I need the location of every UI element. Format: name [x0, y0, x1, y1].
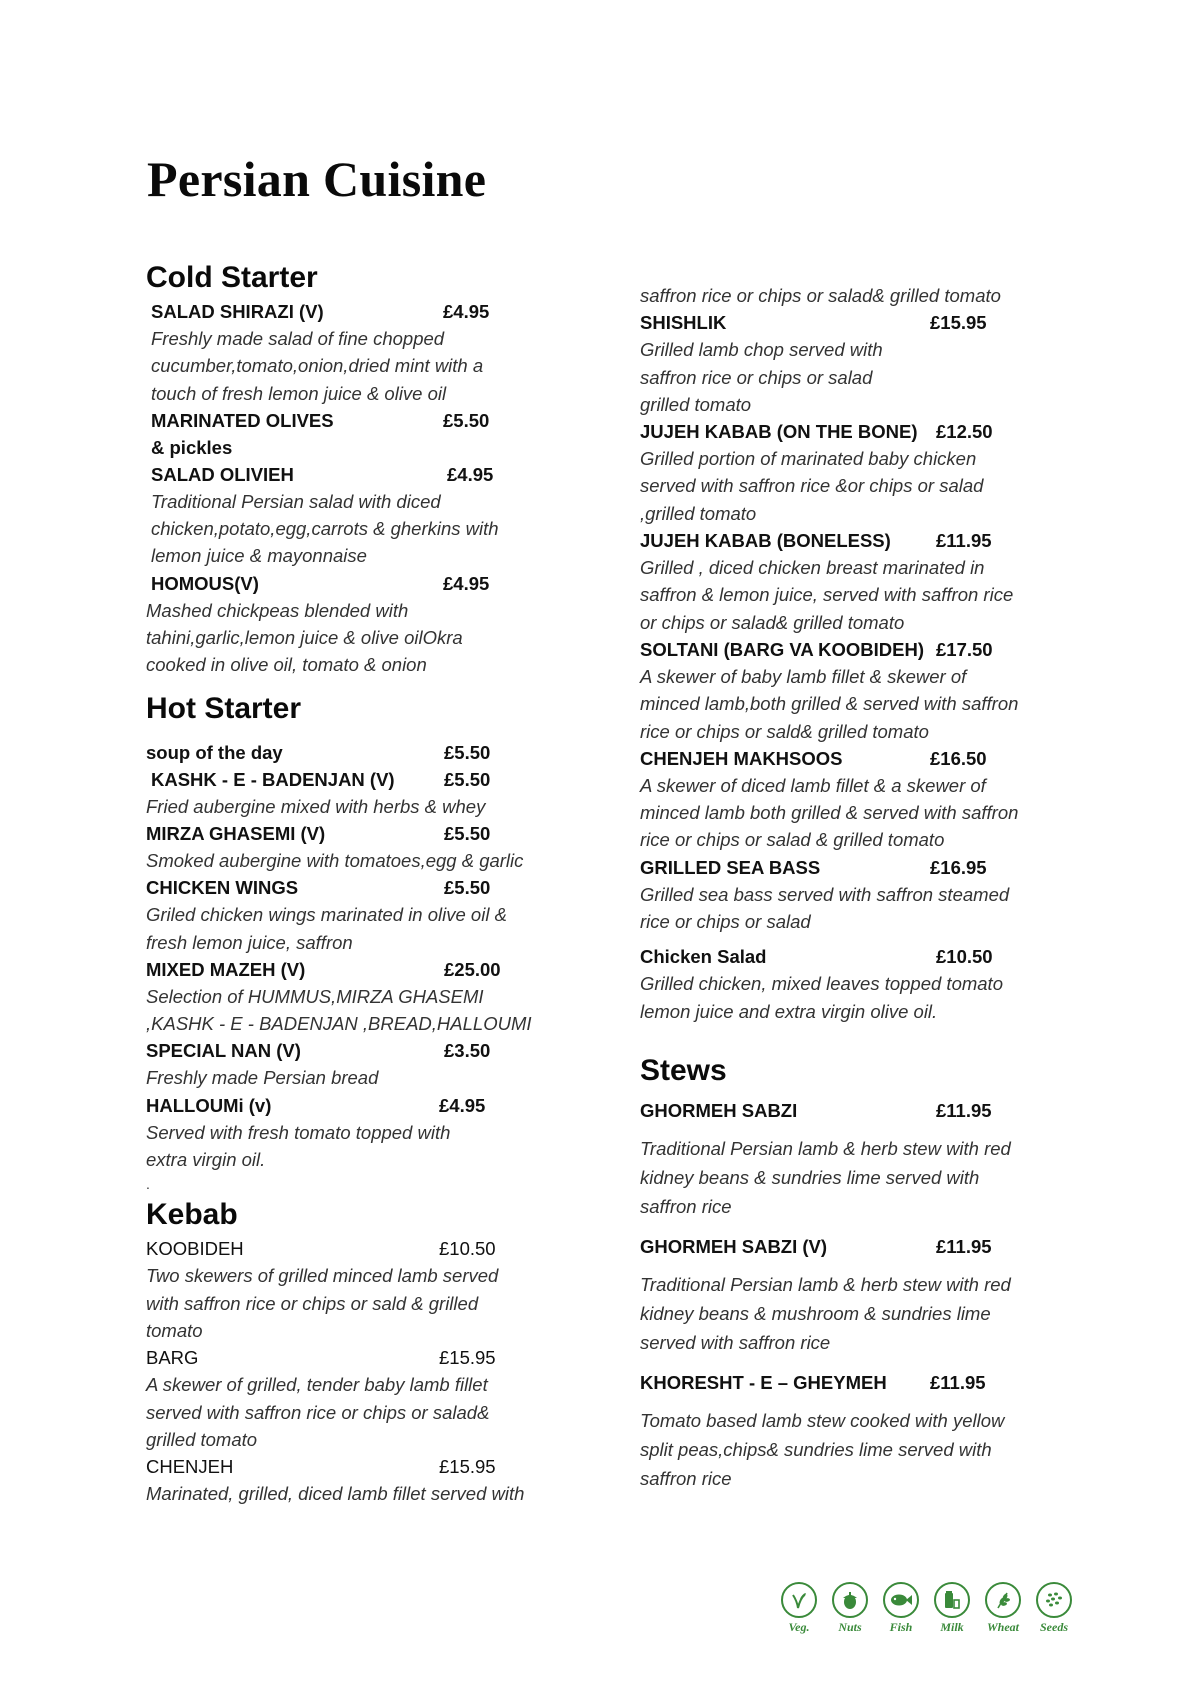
item-name: SOLTANI (BARG VA KOOBIDEH) [640, 638, 924, 660]
item-price: £11.95 [936, 530, 992, 552]
item-price: £5.50 [443, 409, 490, 431]
item-description: Grilled lamb chop served with [640, 339, 883, 361]
item-description: Traditional Persian lamb & herb stew with red [640, 1137, 1011, 1159]
item-description: minced lamb,both grilled & served with saffron [640, 693, 1019, 715]
item-description: Grilled chicken, mixed leaves topped tomato [640, 973, 1003, 995]
wheat-icon [985, 1582, 1021, 1618]
right-column [640, 282, 1080, 1505]
item-price: £10.50 [439, 1238, 496, 1260]
item-description: Freshly made Persian bread [146, 1067, 379, 1089]
menu-item [146, 570, 616, 679]
page-title: Persian Cuisine [147, 151, 487, 207]
item-description: Freshly made salad of fine chopped [151, 328, 445, 349]
item-price: £11.95 [936, 1235, 992, 1257]
menu-item [640, 636, 1080, 745]
item-description: split peas,chips& sundries lime served with [640, 1438, 992, 1460]
item-description: A skewer of grilled, tender baby lamb fillet [146, 1374, 488, 1396]
item-name: soup of the day [146, 741, 283, 763]
item-name: KHORESHT - E – GHEYMEH [640, 1371, 887, 1393]
item-price: £15.95 [439, 1347, 496, 1369]
item-price: £11.95 [930, 1371, 986, 1393]
item-description: extra virgin oil. [146, 1149, 266, 1171]
item-name: JUJEH KABAB (ON THE BONE) [640, 421, 918, 443]
section-cold-starter [146, 258, 616, 679]
menu-item [640, 309, 1080, 418]
item-description: Traditional Persian lamb & herb stew with red [640, 1273, 1011, 1295]
section-heading: Kebab [146, 1198, 238, 1232]
item-name: MARINATED OLIVES [151, 409, 334, 431]
item-name-continued: & pickles [151, 436, 233, 458]
allergen-label: Milk [940, 1620, 964, 1634]
item-description: with saffron rice or chips or sald & grilled [146, 1292, 479, 1314]
item-price: £10.50 [936, 946, 993, 968]
menu-item [146, 874, 616, 956]
menu-item [146, 820, 616, 874]
item-name: GRILLED SEA BASS [640, 856, 821, 878]
item-description: served with saffron rice or chips or salad& [146, 1401, 490, 1423]
allergen-legend [776, 1582, 1077, 1635]
item-description: saffron rice or chips or salad [640, 366, 873, 388]
item-description: rice or chips or sald& grilled tomato [640, 720, 929, 742]
allergen-milk [929, 1582, 975, 1635]
item-description: kidney beans & sundries lime served with [640, 1166, 980, 1188]
item-price: £4.95 [443, 301, 490, 322]
item-price: £5.50 [444, 877, 491, 899]
item-description: Grilled , diced chicken breast marinated in [640, 557, 985, 579]
menu-item [640, 1369, 1080, 1493]
section-heading: Stews [640, 1053, 727, 1087]
item-description: rice or chips or salad & grilled tomato [640, 829, 945, 851]
item-description: fresh lemon juice, saffron [146, 931, 353, 953]
section-stews [640, 1051, 1080, 1493]
item-price: £4.95 [447, 463, 494, 485]
item-description: Grilled portion of marinated baby chicken [640, 448, 977, 470]
item-description: chicken,potato,egg,carrots & gherkins with [151, 518, 499, 540]
item-description: Fried aubergine mixed with herbs & whey [146, 795, 486, 817]
item-description-continued: saffron rice or chips or salad& grilled tomato [640, 285, 1001, 306]
item-description: Traditional Persian salad with diced [151, 490, 441, 512]
acorn-nuts-icon [832, 1582, 868, 1618]
item-description: Tomato based lamb stew cooked with yellow [640, 1409, 1005, 1431]
menu-item [146, 766, 616, 820]
item-name: MIXED MAZEH (V) [146, 958, 306, 980]
item-name: MIRZA GHASEMI (V) [146, 822, 326, 844]
item-name: BARG [146, 1347, 199, 1369]
item-description: A skewer of baby lamb fillet & skewer of [640, 665, 967, 687]
menu-item [640, 1233, 1080, 1357]
item-description: Mashed chickpeas blended with [146, 599, 409, 621]
menu-item [146, 407, 616, 461]
allergen-label: Veg. [788, 1620, 810, 1634]
item-price: £17.50 [936, 638, 993, 660]
milk-bottle-icon [934, 1582, 970, 1618]
item-description: Grilled sea bass served with saffron steamed [640, 883, 1010, 905]
item-description: rice or chips or salad [640, 911, 811, 933]
item-name: Chicken Salad [640, 946, 767, 968]
menu-item [146, 461, 616, 570]
menu-item [640, 745, 1080, 854]
allergen-veg [776, 1582, 822, 1635]
left-column [146, 258, 616, 1507]
item-price: £5.50 [444, 822, 491, 844]
menu-item [640, 418, 1080, 527]
menu-item [640, 854, 1080, 936]
item-description: lemon juice & mayonnaise [151, 545, 367, 567]
item-description: minced lamb both grilled & served with saffron [640, 802, 1019, 824]
item-name: HOMOUS(V) [151, 572, 259, 594]
section-kebab [146, 1195, 616, 1507]
item-name: SALAD OLIVIEH [151, 463, 294, 485]
item-description: cucumber,tomato,onion,dried mint with a [151, 355, 484, 377]
item-name: SHISHLIK [640, 312, 727, 334]
item-description: saffron rice [640, 1467, 732, 1489]
item-description: tomato [146, 1319, 203, 1341]
item-price: £15.95 [439, 1456, 496, 1478]
item-description: or chips or salad& grilled tomato [640, 611, 905, 633]
item-name: JUJEH KABAB (BONELESS) [640, 530, 891, 552]
allergen-label: Wheat [986, 1620, 1019, 1634]
item-price: £25.00 [444, 958, 501, 980]
item-name: KOOBIDEH [146, 1238, 244, 1260]
seeds-icon [1036, 1582, 1072, 1618]
item-description: tahini,garlic,lemon juice & olive oilOkra [146, 627, 463, 649]
menu-item [146, 1037, 616, 1091]
item-description: grilled tomato [146, 1428, 258, 1450]
item-description: Served with fresh tomato topped with [146, 1121, 451, 1143]
item-description: ,grilled tomato [640, 502, 757, 524]
menu-item [146, 739, 616, 766]
item-name: KASHK - E - BADENJAN (V) [151, 768, 395, 790]
item-name: SPECIAL NAN (V) [146, 1040, 301, 1062]
fish-icon [883, 1582, 919, 1618]
item-price: £16.95 [930, 856, 987, 878]
item-price: £5.50 [444, 741, 491, 763]
item-description: cooked in olive oil, tomato & onion [146, 654, 427, 676]
item-name: CHENJEH [146, 1456, 234, 1478]
item-description: served with saffron rice &or chips or salad [640, 475, 984, 497]
item-description: kidney beans & mushroom & sundries lime [640, 1302, 991, 1324]
item-description: saffron & lemon juice, served with saffron rice [640, 584, 1014, 606]
item-description: saffron rice [640, 1195, 732, 1217]
menu-item [146, 1235, 616, 1344]
item-name: SALAD SHIRAZI (V) [151, 301, 324, 322]
allergen-wheat [980, 1582, 1026, 1635]
item-price: £4.95 [443, 572, 490, 594]
allergen-label: Fish [889, 1620, 913, 1634]
menu-item [640, 1097, 1080, 1221]
item-description: lemon juice and extra virgin olive oil. [640, 1000, 938, 1022]
section-hot-starter [146, 689, 616, 1196]
menu-item [146, 1092, 616, 1174]
menu-item [640, 527, 1080, 636]
item-name: CHICKEN WINGS [146, 877, 299, 899]
allergen-label: Seeds [1040, 1620, 1068, 1634]
item-description: Smoked aubergine with tomatoes,egg & garlic [146, 849, 524, 871]
stray-dot: . [146, 1176, 150, 1193]
item-description: ,KASHK - E - BADENJAN ,BREAD,HALLOUMI [146, 1013, 532, 1035]
item-name: GHORMEH SABZI [640, 1099, 798, 1121]
section-heading: Cold Starter [146, 261, 318, 294]
item-description: Two skewers of grilled minced lamb served [146, 1265, 499, 1287]
item-description: Marinated, grilled, diced lamb fillet served with [146, 1483, 525, 1505]
item-description: touch of fresh lemon juice & olive oil [151, 382, 447, 404]
item-price: £15.95 [930, 312, 987, 334]
menu-item [146, 1453, 616, 1507]
item-description: grilled tomato [640, 393, 752, 415]
allergen-label: Nuts [838, 1620, 862, 1634]
allergen-seeds [1031, 1582, 1077, 1635]
item-price: £11.95 [936, 1099, 992, 1121]
item-description: Griled chicken wings marinated in olive oil & [146, 904, 507, 926]
item-description: served with saffron rice [640, 1331, 831, 1353]
item-name: CHENJEH MAKHSOOS [640, 747, 843, 769]
item-price: £4.95 [439, 1094, 486, 1116]
allergen-nuts [827, 1582, 873, 1635]
allergen-fish [878, 1582, 924, 1635]
menu-item [640, 943, 1080, 1025]
item-description: A skewer of diced lamb fillet & a skewer of [640, 774, 986, 796]
item-price: £12.50 [936, 421, 993, 443]
item-name: HALLOUMi (v) [146, 1094, 272, 1116]
item-description: Selection of HUMMUS,MIRZA GHASEMI [146, 985, 484, 1007]
item-price: £16.50 [930, 747, 987, 769]
item-price: £5.50 [444, 768, 491, 790]
section-heading: Hot Starter [146, 691, 302, 725]
menu-item [146, 956, 616, 1038]
vegetarian-leaf-icon [781, 1582, 817, 1618]
item-name: GHORMEH SABZI (V) [640, 1235, 828, 1257]
item-price: £3.50 [444, 1040, 491, 1062]
menu-item [146, 298, 616, 407]
menu-item [146, 1344, 616, 1453]
